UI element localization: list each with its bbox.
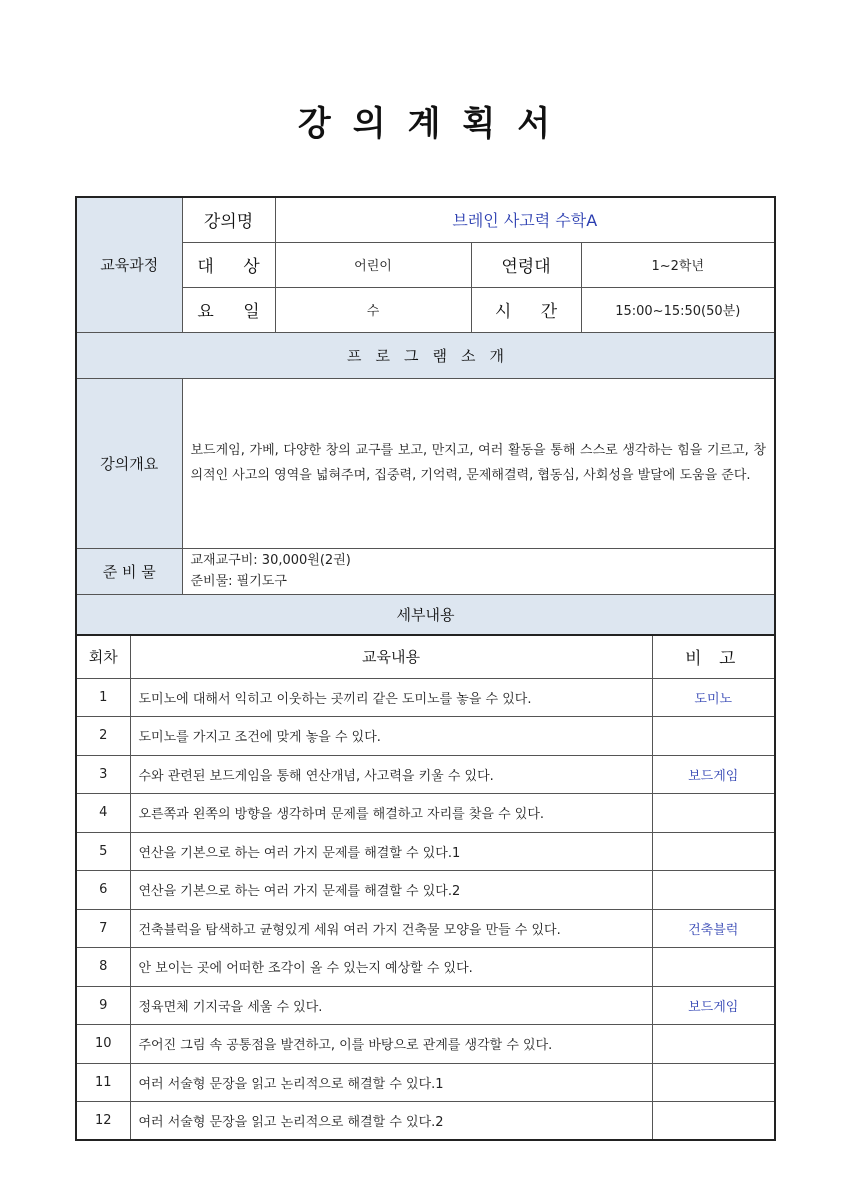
session-number: 10 bbox=[76, 1025, 130, 1064]
age-label: 연령대 bbox=[471, 242, 581, 287]
session-number: 5 bbox=[76, 832, 130, 871]
overview-text: 보드게임, 가베, 다양한 창의 교구를 보고, 만지고, 여러 활동을 통해 스스로 생각하는 힘을 기르고, 창의적인 사고의 영역을 넓혀주며, 집중력, 기억력, 문제해결력, 협동심, 사회성을 발달에 도움을 준다. bbox=[182, 378, 775, 548]
detail-header-row bbox=[76, 635, 775, 678]
session-number: 9 bbox=[76, 986, 130, 1025]
session-note: 보드게임 bbox=[652, 986, 775, 1025]
session-content: 도미노에 대해서 익히고 이웃하는 곳끼리 같은 도미노를 놓을 수 있다. bbox=[130, 678, 652, 717]
course-info-table bbox=[75, 196, 776, 636]
table-row bbox=[76, 871, 775, 910]
table-row bbox=[76, 1025, 775, 1064]
prep-supplies: 준비물: 필기도구 bbox=[190, 574, 287, 589]
overview-label: 강의개요 bbox=[76, 378, 182, 548]
category-label: 교육과정 bbox=[76, 197, 182, 332]
target-label: 대 상 bbox=[182, 242, 275, 287]
session-number: 7 bbox=[76, 909, 130, 948]
session-content: 오른쪽과 왼쪽의 방향을 생각하며 문제를 해결하고 자리를 찾을 수 있다. bbox=[130, 794, 652, 833]
session-note bbox=[652, 1102, 775, 1141]
prep-content bbox=[182, 548, 775, 594]
session-number: 11 bbox=[76, 1063, 130, 1102]
session-number: 12 bbox=[76, 1102, 130, 1141]
session-note: 건축블럭 bbox=[652, 909, 775, 948]
table-row bbox=[76, 832, 775, 871]
page-title: 강의계획서 bbox=[297, 104, 573, 144]
session-note bbox=[652, 948, 775, 987]
day-value: 수 bbox=[275, 287, 471, 332]
session-note bbox=[652, 1025, 775, 1064]
program-section-header: 프로그램소개 bbox=[76, 332, 775, 378]
age-value: 1~2학년 bbox=[581, 242, 775, 287]
session-content: 연산을 기본으로 하는 여러 가지 문제를 해결할 수 있다.2 bbox=[130, 871, 652, 910]
time-value: 15:00~15:50(50분) bbox=[581, 287, 775, 332]
session-note bbox=[652, 1063, 775, 1102]
session-content: 여러 서술형 문장을 읽고 논리적으로 해결할 수 있다.2 bbox=[130, 1102, 652, 1141]
day-label: 요 일 bbox=[182, 287, 275, 332]
note-header: 비 고 bbox=[652, 635, 775, 678]
session-number: 8 bbox=[76, 948, 130, 987]
content-header: 교육내용 bbox=[130, 635, 652, 678]
table-row bbox=[76, 1063, 775, 1102]
course-name-value: 브레인 사고력 수학A bbox=[275, 197, 775, 242]
session-content: 연산을 기본으로 하는 여러 가지 문제를 해결할 수 있다.1 bbox=[130, 832, 652, 871]
session-content: 주어진 그림 속 공통점을 발견하고, 이를 바탕으로 관계를 생각할 수 있다. bbox=[130, 1025, 652, 1064]
table-row bbox=[76, 909, 775, 948]
session-content: 안 보이는 곳에 어떠한 조각이 올 수 있는지 예상할 수 있다. bbox=[130, 948, 652, 987]
session-number: 1 bbox=[76, 678, 130, 717]
detail-section-header: 세부내용 bbox=[76, 594, 775, 635]
session-note: 보드게임 bbox=[652, 755, 775, 794]
table-row bbox=[76, 948, 775, 987]
session-note bbox=[652, 794, 775, 833]
table-row bbox=[76, 986, 775, 1025]
course-name-label: 강의명 bbox=[182, 197, 275, 242]
session-number: 3 bbox=[76, 755, 130, 794]
table-row bbox=[76, 755, 775, 794]
session-content: 도미노를 가지고 조건에 맞게 놓을 수 있다. bbox=[130, 717, 652, 756]
session-header: 회차 bbox=[76, 635, 130, 678]
table-row bbox=[76, 678, 775, 717]
detail-table bbox=[75, 634, 776, 1141]
session-content: 건축블럭을 탐색하고 균형있게 세워 여러 가지 건축물 모양을 만들 수 있다. bbox=[130, 909, 652, 948]
session-note: 도미노 bbox=[652, 678, 775, 717]
session-note bbox=[652, 871, 775, 910]
target-value: 어린이 bbox=[275, 242, 471, 287]
session-content: 정육면체 기지국을 세울 수 있다. bbox=[130, 986, 652, 1025]
session-number: 4 bbox=[76, 794, 130, 833]
session-number: 6 bbox=[76, 871, 130, 910]
time-label: 시 간 bbox=[471, 287, 581, 332]
table-row bbox=[76, 717, 775, 756]
table-row bbox=[76, 794, 775, 833]
session-content: 여러 서술형 문장을 읽고 논리적으로 해결할 수 있다.1 bbox=[130, 1063, 652, 1102]
session-number: 2 bbox=[76, 717, 130, 756]
session-content: 수와 관련된 보드게임을 통해 연산개념, 사고력을 키울 수 있다. bbox=[130, 755, 652, 794]
session-note bbox=[652, 832, 775, 871]
prep-cost: 교재교구비: 30,000원(2권) bbox=[190, 553, 351, 568]
session-note bbox=[652, 717, 775, 756]
prep-label: 준 비 물 bbox=[76, 548, 182, 594]
table-row bbox=[76, 1102, 775, 1141]
